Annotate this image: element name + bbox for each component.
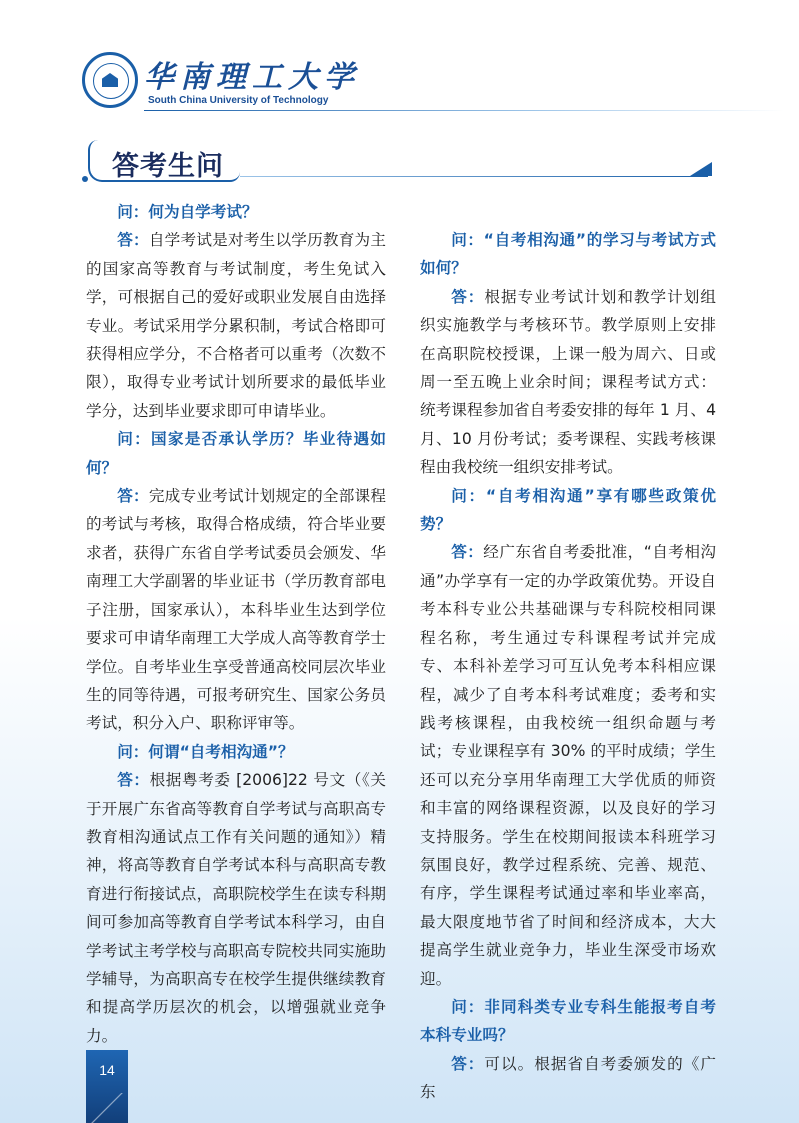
triangle-icon	[690, 162, 712, 176]
answer-label: 答：	[117, 231, 149, 250]
question: 问：何谓“自考相沟通”？	[117, 742, 294, 761]
answer-label: 答：	[451, 543, 484, 562]
answer-text: 可以。根据省自考委颁发的《广东	[420, 1054, 716, 1102]
page-number: 14	[99, 1062, 115, 1078]
answer	[420, 538, 716, 993]
question: 问：“自考相沟通”享有哪些政策优势？	[420, 486, 716, 534]
answer	[86, 766, 386, 1050]
question: 问：“自考相沟通”的学习与考试方式如何？	[420, 231, 716, 278]
section-divider	[240, 176, 708, 177]
answer-label: 答：	[117, 771, 150, 790]
header	[82, 48, 722, 118]
header-divider	[144, 110, 784, 111]
answer-text: 完成专业考试计划规定的全部课程的考试与考核，取得合格成绩，符合毕业要求者，获得广东省自学考试委员会颁发、华南理工大学副署的毕业证书（学历教育部电子注册，国家承认），本科毕业生达到学位要求可申请华南理工大学成人高等教育学士学位。自考毕业生享受普通高校同层次毕业生的同等待遇，可报考研究生、国家公务员考试，积分入户、职称评审等。	[86, 487, 386, 733]
answer-text: 自学考试是对考生以学历教育为主的国家高等教育与考试制度，考生免试入学，可根据自己的爱好或职业发展自由选择专业。考试采用学分累积制，考试合格即可获得相应学分，不合格者可以重考（次数不限），取得专业考试计划所要求的最低毕业学分，达到毕业要求即可申请毕业。	[86, 231, 386, 420]
answer-text: 经广东省自考委批准，“自考相沟通”办学享有一定的办学政策优势。开设自考本科专业公共基础课与专科院校相同课程名称，考生通过专科课程考试并完成专、本科补差学习可互认免考本科相应课程，减少了自考本科考试难度；委考和实践考核课程，由我校统一组织命题与考试；专业课程享有 30% 的平时成绩；学生还可以充分享用华南理工大学优质的师资和丰富的网络课程资源，以及良好的学习支持服务。学生在校期间报读本科班学习氛围良好，教学过程系统、完善、规范、有序，学生课程考试通过率和毕业率高，最大限度地节省了时间和经济成本，大大提高学生就业竞争力，毕业生深受市场欢迎。	[420, 543, 716, 988]
logo-chinese-name: 华南理工大学	[144, 60, 360, 95]
section-title: 答考生问	[112, 151, 224, 182]
answer-text: 根据专业考试计划和教学计划组织实施教学与考核环节。教学原则上安排在高职院校授课，上课一般为周六、日或周一至五晚上业余时间；课程考试方式：统考课程参加省自考委安排的每年 1 月、4 月、10 月份考试；委考课程、实践考核课程由我校统一组织安排考试。	[420, 287, 716, 477]
page-number-tab	[86, 1050, 128, 1123]
answer-label: 答：	[117, 487, 149, 506]
left-column	[86, 198, 386, 1050]
question: 问：国家是否承认学历？毕业待遇如何？	[86, 430, 386, 477]
answer	[420, 1050, 716, 1107]
question: 问：非同科类专业专科生能报考自考本科专业吗？	[420, 997, 716, 1045]
answer-label: 答：	[451, 287, 485, 306]
right-column	[420, 226, 716, 1107]
answer	[86, 482, 386, 738]
university-seal-icon	[82, 52, 138, 108]
answer	[420, 283, 716, 482]
section-title-dot	[82, 176, 88, 182]
answer	[86, 226, 386, 425]
question: 问：何为自学考试？	[117, 203, 258, 221]
answer-label: 答：	[451, 1054, 485, 1073]
answer-text: 根据粤考委 [2006]22 号文（《关于开展广东省高等教育自学考试与高职高专教育相沟通试点工作有关问题的通知》）精神，将高等教育自学考试本科与高职高专教育进行衔接试点，高职院校学生在读专科期间可参加高等教育自学考试本科学习，由自学考试主考学校与高职高专院校共同实施助学辅导，为高职高专在校学生提供继续教育和提高学历层次的机会，以增强就业竞争力。	[86, 771, 386, 1045]
logo-english-name: South China University of Technology	[148, 95, 329, 106]
